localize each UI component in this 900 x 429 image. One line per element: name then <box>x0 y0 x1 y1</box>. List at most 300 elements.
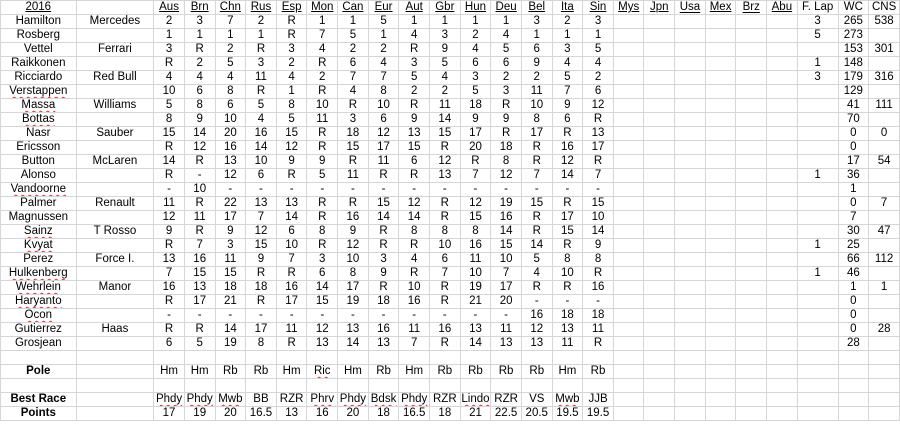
result-cell[interactable]: 16 <box>399 295 430 309</box>
result-cell[interactable] <box>644 57 675 71</box>
result-cell[interactable]: 9 <box>246 253 277 267</box>
result-cell[interactable]: 7 <box>583 169 614 183</box>
result-cell[interactable]: - <box>246 183 277 197</box>
result-cell[interactable] <box>613 337 644 351</box>
result-cell[interactable]: 10 <box>307 99 338 113</box>
result-cell[interactable]: 10 <box>552 267 583 281</box>
result-cell[interactable] <box>736 57 767 71</box>
points-cell[interactable]: 20 <box>338 407 369 421</box>
best-race-cell[interactable]: Phrv <box>307 393 338 407</box>
result-cell[interactable]: 8 <box>368 85 399 99</box>
empty-cell[interactable] <box>307 351 338 365</box>
result-cell[interactable]: R <box>154 239 185 253</box>
empty-cell[interactable] <box>460 379 491 393</box>
result-cell[interactable]: 10 <box>338 253 369 267</box>
result-cell[interactable]: 12 <box>276 141 307 155</box>
result-cell[interactable] <box>613 43 644 57</box>
result-cell[interactable]: 5 <box>430 57 461 71</box>
empty-cell[interactable] <box>705 407 736 421</box>
result-cell[interactable]: 7 <box>307 29 338 43</box>
result-cell[interactable]: - <box>399 309 430 323</box>
empty-cell[interactable] <box>797 407 838 421</box>
cns-points-cell[interactable]: 47 <box>869 225 900 239</box>
result-cell[interactable] <box>767 169 798 183</box>
result-cell[interactable]: - <box>460 183 491 197</box>
result-cell[interactable]: 6 <box>184 85 215 99</box>
result-cell[interactable]: 13 <box>307 337 338 351</box>
result-cell[interactable]: R <box>460 155 491 169</box>
empty-cell[interactable] <box>767 365 798 379</box>
result-cell[interactable]: 18 <box>368 295 399 309</box>
result-cell[interactable]: 12 <box>368 127 399 141</box>
result-cell[interactable]: R <box>552 197 583 211</box>
best-race-cell[interactable]: RZR <box>276 393 307 407</box>
pole-cell[interactable]: Hm <box>154 365 185 379</box>
driver-name-cell[interactable]: Hamilton <box>1 15 77 29</box>
result-cell[interactable]: 8 <box>246 337 277 351</box>
best-race-cell[interactable]: RZR <box>430 393 461 407</box>
best-race-cell[interactable]: Mwb <box>215 393 246 407</box>
result-cell[interactable]: - <box>154 309 185 323</box>
result-cell[interactable]: 2 <box>246 15 277 29</box>
result-cell[interactable]: 17 <box>552 211 583 225</box>
cns-points-cell[interactable] <box>869 309 900 323</box>
result-cell[interactable] <box>736 43 767 57</box>
result-cell[interactable] <box>736 183 767 197</box>
result-cell[interactable] <box>644 197 675 211</box>
empty-cell[interactable] <box>399 351 430 365</box>
result-cell[interactable]: 11 <box>154 197 185 211</box>
race-header-bel[interactable]: Bel <box>521 1 552 15</box>
fastest-lap-cell[interactable] <box>797 99 838 113</box>
result-cell[interactable] <box>767 99 798 113</box>
result-cell[interactable]: 13 <box>491 337 522 351</box>
result-cell[interactable]: 17 <box>583 141 614 155</box>
result-cell[interactable]: 9 <box>276 155 307 169</box>
result-cell[interactable]: 18 <box>246 281 277 295</box>
result-cell[interactable] <box>613 253 644 267</box>
result-cell[interactable] <box>675 211 706 225</box>
result-cell[interactable]: R <box>246 267 277 281</box>
empty-cell[interactable] <box>1 351 77 365</box>
team-name-cell[interactable] <box>76 29 154 43</box>
result-cell[interactable]: 6 <box>307 267 338 281</box>
result-cell[interactable]: R <box>521 225 552 239</box>
empty-cell[interactable] <box>869 351 900 365</box>
result-cell[interactable]: 14 <box>491 225 522 239</box>
best-race-cell[interactable]: Mwb <box>552 393 583 407</box>
result-cell[interactable]: 17 <box>276 295 307 309</box>
result-cell[interactable]: 15 <box>338 141 369 155</box>
result-cell[interactable] <box>705 127 736 141</box>
result-cell[interactable] <box>644 43 675 57</box>
result-cell[interactable]: 5 <box>215 57 246 71</box>
result-cell[interactable] <box>736 15 767 29</box>
empty-cell[interactable] <box>430 379 461 393</box>
result-cell[interactable]: R <box>430 197 461 211</box>
points-cell[interactable]: 19.5 <box>583 407 614 421</box>
result-cell[interactable]: 13 <box>276 197 307 211</box>
fastest-lap-cell[interactable] <box>797 211 838 225</box>
result-cell[interactable]: 8 <box>521 113 552 127</box>
fastest-lap-cell[interactable] <box>797 225 838 239</box>
result-cell[interactable]: 2 <box>276 57 307 71</box>
result-cell[interactable]: 16 <box>154 281 185 295</box>
result-cell[interactable]: 12 <box>184 141 215 155</box>
result-cell[interactable]: R <box>368 225 399 239</box>
result-cell[interactable]: 11 <box>521 85 552 99</box>
result-cell[interactable]: 6 <box>154 337 185 351</box>
result-cell[interactable] <box>705 323 736 337</box>
result-cell[interactable] <box>736 267 767 281</box>
race-header-ita[interactable]: Ita <box>552 1 583 15</box>
result-cell[interactable] <box>767 323 798 337</box>
team-name-cell[interactable]: Ferrari <box>76 43 154 57</box>
result-cell[interactable] <box>767 225 798 239</box>
result-cell[interactable] <box>644 281 675 295</box>
race-header-brz[interactable]: Brz <box>736 1 767 15</box>
result-cell[interactable] <box>705 309 736 323</box>
result-cell[interactable] <box>705 141 736 155</box>
driver-name-cell[interactable]: Gutierrez <box>1 323 77 337</box>
result-cell[interactable] <box>675 155 706 169</box>
result-cell[interactable] <box>644 99 675 113</box>
empty-cell[interactable] <box>838 393 869 407</box>
result-cell[interactable]: 15 <box>521 197 552 211</box>
result-cell[interactable] <box>644 239 675 253</box>
result-cell[interactable]: R <box>552 281 583 295</box>
result-cell[interactable]: 12 <box>215 169 246 183</box>
empty-cell[interactable] <box>613 379 644 393</box>
empty-cell[interactable] <box>276 379 307 393</box>
empty-cell[interactable] <box>246 379 277 393</box>
result-cell[interactable] <box>613 15 644 29</box>
result-cell[interactable]: 10 <box>583 211 614 225</box>
result-cell[interactable]: 15 <box>399 141 430 155</box>
pole-cell[interactable]: Rb <box>460 365 491 379</box>
points-cell[interactable]: 19.5 <box>552 407 583 421</box>
wc-points-cell[interactable]: 7 <box>838 211 869 225</box>
result-cell[interactable]: R <box>399 239 430 253</box>
result-cell[interactable]: 15 <box>215 267 246 281</box>
team-name-cell[interactable] <box>76 113 154 127</box>
fastest-lap-cell[interactable] <box>797 253 838 267</box>
wc-points-cell[interactable]: 0 <box>838 127 869 141</box>
result-cell[interactable]: 12 <box>338 239 369 253</box>
result-cell[interactable]: 7 <box>399 337 430 351</box>
result-cell[interactable] <box>613 267 644 281</box>
fastest-lap-cell[interactable]: 1 <box>797 239 838 253</box>
wc-points-cell[interactable]: 36 <box>838 169 869 183</box>
result-cell[interactable] <box>675 239 706 253</box>
driver-name-cell[interactable]: Button <box>1 155 77 169</box>
result-cell[interactable]: 14 <box>215 323 246 337</box>
race-header-chn[interactable]: Chn <box>215 1 246 15</box>
result-cell[interactable] <box>736 211 767 225</box>
result-cell[interactable]: 9 <box>154 225 185 239</box>
result-cell[interactable]: 3 <box>276 43 307 57</box>
empty-cell[interactable] <box>644 393 675 407</box>
pole-cell[interactable]: Rb <box>368 365 399 379</box>
result-cell[interactable]: - <box>276 309 307 323</box>
result-cell[interactable]: 1 <box>552 29 583 43</box>
result-cell[interactable]: R <box>307 197 338 211</box>
empty-cell[interactable] <box>869 365 900 379</box>
result-cell[interactable]: 19 <box>460 281 491 295</box>
wc-points-cell[interactable]: 30 <box>838 225 869 239</box>
fastest-lap-cell[interactable] <box>797 85 838 99</box>
result-cell[interactable]: 14 <box>276 211 307 225</box>
race-header-gbr[interactable]: Gbr <box>430 1 461 15</box>
empty-cell[interactable] <box>215 379 246 393</box>
race-header-sin[interactable]: Sin <box>583 1 614 15</box>
result-cell[interactable]: R <box>184 323 215 337</box>
team-name-cell[interactable] <box>76 57 154 71</box>
result-cell[interactable] <box>736 197 767 211</box>
fastest-lap-cell[interactable] <box>797 323 838 337</box>
result-cell[interactable]: 1 <box>184 29 215 43</box>
empty-cell[interactable] <box>644 365 675 379</box>
pole-cell[interactable]: Rb <box>246 365 277 379</box>
driver-name-cell[interactable]: Wehrlein <box>1 281 77 295</box>
result-cell[interactable] <box>613 155 644 169</box>
result-cell[interactable]: 16 <box>521 309 552 323</box>
wc-points-cell[interactable]: 148 <box>838 57 869 71</box>
result-cell[interactable] <box>767 57 798 71</box>
empty-cell[interactable] <box>675 393 706 407</box>
empty-cell[interactable] <box>705 365 736 379</box>
result-cell[interactable]: R <box>276 15 307 29</box>
result-cell[interactable]: 7 <box>491 267 522 281</box>
result-cell[interactable] <box>675 57 706 71</box>
empty-cell[interactable] <box>767 351 798 365</box>
result-cell[interactable]: 14 <box>368 211 399 225</box>
result-cell[interactable]: 8 <box>215 85 246 99</box>
empty-cell[interactable] <box>838 351 869 365</box>
result-cell[interactable]: - <box>307 309 338 323</box>
points-cell[interactable]: 16.5 <box>399 407 430 421</box>
result-cell[interactable]: 14 <box>430 113 461 127</box>
empty-cell[interactable] <box>869 393 900 407</box>
result-cell[interactable] <box>644 15 675 29</box>
result-cell[interactable]: 1 <box>368 29 399 43</box>
result-cell[interactable] <box>613 197 644 211</box>
points-cell[interactable]: 16.5 <box>246 407 277 421</box>
race-header-brn[interactable]: Brn <box>184 1 215 15</box>
empty-cell[interactable] <box>76 365 154 379</box>
result-cell[interactable]: 16 <box>338 211 369 225</box>
result-cell[interactable]: 16 <box>368 323 399 337</box>
result-cell[interactable]: 1 <box>276 85 307 99</box>
empty-cell[interactable] <box>1 379 77 393</box>
empty-cell[interactable] <box>767 379 798 393</box>
result-cell[interactable]: - <box>583 183 614 197</box>
team-name-cell[interactable] <box>76 267 154 281</box>
empty-cell[interactable] <box>583 379 614 393</box>
result-cell[interactable] <box>644 267 675 281</box>
team-header-cell[interactable] <box>76 1 154 15</box>
points-cell[interactable]: 16 <box>307 407 338 421</box>
result-cell[interactable]: 11 <box>460 253 491 267</box>
result-cell[interactable]: 16 <box>430 323 461 337</box>
pole-cell[interactable]: Hm <box>399 365 430 379</box>
result-cell[interactable]: 19 <box>338 295 369 309</box>
team-name-cell[interactable]: Renault <box>76 197 154 211</box>
team-name-cell[interactable] <box>76 239 154 253</box>
result-cell[interactable]: 7 <box>460 169 491 183</box>
result-cell[interactable]: 20 <box>215 127 246 141</box>
result-cell[interactable]: 8 <box>184 99 215 113</box>
result-cell[interactable] <box>675 127 706 141</box>
result-cell[interactable]: 21 <box>215 295 246 309</box>
result-cell[interactable] <box>613 183 644 197</box>
result-cell[interactable]: R <box>430 281 461 295</box>
empty-cell[interactable] <box>869 407 900 421</box>
empty-cell[interactable] <box>613 365 644 379</box>
empty-cell[interactable] <box>613 393 644 407</box>
team-name-cell[interactable]: Haas <box>76 323 154 337</box>
empty-cell[interactable] <box>869 379 900 393</box>
cns-points-cell[interactable]: 538 <box>869 15 900 29</box>
result-cell[interactable]: 9 <box>491 113 522 127</box>
result-cell[interactable] <box>705 85 736 99</box>
result-cell[interactable] <box>644 71 675 85</box>
result-cell[interactable]: 6 <box>368 113 399 127</box>
race-header-aut[interactable]: Aut <box>399 1 430 15</box>
result-cell[interactable]: R <box>491 127 522 141</box>
result-cell[interactable]: 9 <box>430 43 461 57</box>
result-cell[interactable]: 2 <box>368 43 399 57</box>
result-cell[interactable]: - <box>215 309 246 323</box>
result-cell[interactable]: 16 <box>215 141 246 155</box>
result-cell[interactable]: 5 <box>307 169 338 183</box>
result-cell[interactable]: 2 <box>583 71 614 85</box>
result-cell[interactable] <box>644 169 675 183</box>
team-name-cell[interactable] <box>76 295 154 309</box>
result-cell[interactable]: 16 <box>552 141 583 155</box>
result-cell[interactable]: R <box>246 43 277 57</box>
empty-cell[interactable] <box>736 407 767 421</box>
fastest-lap-cell[interactable] <box>797 337 838 351</box>
cns-points-cell[interactable] <box>869 183 900 197</box>
result-cell[interactable]: 11 <box>552 337 583 351</box>
race-header-deu[interactable]: Deu <box>491 1 522 15</box>
result-cell[interactable]: 8 <box>430 225 461 239</box>
team-name-cell[interactable] <box>76 309 154 323</box>
wc-points-cell[interactable]: 0 <box>838 323 869 337</box>
result-cell[interactable]: 5 <box>246 99 277 113</box>
result-cell[interactable]: 19 <box>215 337 246 351</box>
result-cell[interactable] <box>705 211 736 225</box>
result-cell[interactable] <box>767 281 798 295</box>
result-cell[interactable]: 12 <box>460 197 491 211</box>
result-cell[interactable]: - <box>276 183 307 197</box>
result-cell[interactable]: 4 <box>430 71 461 85</box>
result-cell[interactable]: 15 <box>583 197 614 211</box>
result-cell[interactable]: 4 <box>460 43 491 57</box>
fastest-lap-cell[interactable] <box>797 309 838 323</box>
result-cell[interactable]: 2 <box>460 29 491 43</box>
result-cell[interactable]: R <box>307 239 338 253</box>
result-cell[interactable]: R <box>430 141 461 155</box>
result-cell[interactable]: 11 <box>583 323 614 337</box>
result-cell[interactable]: R <box>154 295 185 309</box>
result-cell[interactable]: R <box>399 169 430 183</box>
result-cell[interactable]: 8 <box>154 113 185 127</box>
result-cell[interactable]: - <box>430 309 461 323</box>
result-cell[interactable]: - <box>521 183 552 197</box>
result-cell[interactable]: 8 <box>583 253 614 267</box>
result-cell[interactable]: 13 <box>338 323 369 337</box>
result-cell[interactable]: 4 <box>307 43 338 57</box>
result-cell[interactable]: R <box>430 337 461 351</box>
best-race-cell[interactable]: Phdy <box>399 393 430 407</box>
empty-cell[interactable] <box>705 393 736 407</box>
result-cell[interactable]: 1 <box>307 15 338 29</box>
driver-name-cell[interactable]: Vandoorne <box>1 183 77 197</box>
result-cell[interactable]: 13 <box>521 337 552 351</box>
empty-cell[interactable] <box>368 379 399 393</box>
fastest-lap-cell[interactable]: 3 <box>797 15 838 29</box>
wc-points-cell[interactable]: 41 <box>838 99 869 113</box>
result-cell[interactable]: R <box>276 169 307 183</box>
result-cell[interactable]: 7 <box>552 85 583 99</box>
result-cell[interactable]: 5 <box>338 29 369 43</box>
result-cell[interactable]: R <box>338 197 369 211</box>
result-cell[interactable]: 3 <box>184 15 215 29</box>
result-cell[interactable]: R <box>399 99 430 113</box>
race-header-abu[interactable]: Abu <box>767 1 798 15</box>
result-cell[interactable]: 9 <box>552 99 583 113</box>
result-cell[interactable]: 13 <box>583 127 614 141</box>
result-cell[interactable] <box>736 309 767 323</box>
result-cell[interactable]: 13 <box>399 127 430 141</box>
result-cell[interactable] <box>736 295 767 309</box>
result-cell[interactable]: 7 <box>338 71 369 85</box>
result-cell[interactable] <box>675 183 706 197</box>
fastest-lap-cell[interactable] <box>797 113 838 127</box>
result-cell[interactable] <box>675 71 706 85</box>
result-cell[interactable]: 11 <box>307 113 338 127</box>
empty-cell[interactable] <box>736 351 767 365</box>
points-label[interactable]: Points <box>1 407 77 421</box>
result-cell[interactable]: 14 <box>307 281 338 295</box>
result-cell[interactable]: 3 <box>460 71 491 85</box>
result-cell[interactable]: R <box>552 127 583 141</box>
result-cell[interactable] <box>767 211 798 225</box>
result-cell[interactable]: R <box>521 141 552 155</box>
fastest-lap-cell[interactable] <box>797 295 838 309</box>
result-cell[interactable]: 17 <box>521 127 552 141</box>
result-cell[interactable]: 17 <box>246 323 277 337</box>
result-cell[interactable]: 8 <box>552 253 583 267</box>
result-cell[interactable]: 9 <box>338 225 369 239</box>
result-cell[interactable]: 4 <box>521 267 552 281</box>
driver-name-cell[interactable]: Vettel <box>1 43 77 57</box>
result-cell[interactable]: 1 <box>338 15 369 29</box>
result-cell[interactable]: 13 <box>460 323 491 337</box>
result-cell[interactable]: 5 <box>583 43 614 57</box>
wc-points-cell[interactable]: 0 <box>838 197 869 211</box>
result-cell[interactable]: - <box>552 295 583 309</box>
result-cell[interactable]: 1 <box>246 29 277 43</box>
result-cell[interactable]: 12 <box>552 155 583 169</box>
result-cell[interactable]: 3 <box>399 57 430 71</box>
result-cell[interactable]: 4 <box>246 113 277 127</box>
cns-points-cell[interactable]: 316 <box>869 71 900 85</box>
fastest-lap-cell[interactable] <box>797 155 838 169</box>
result-cell[interactable]: 4 <box>552 57 583 71</box>
